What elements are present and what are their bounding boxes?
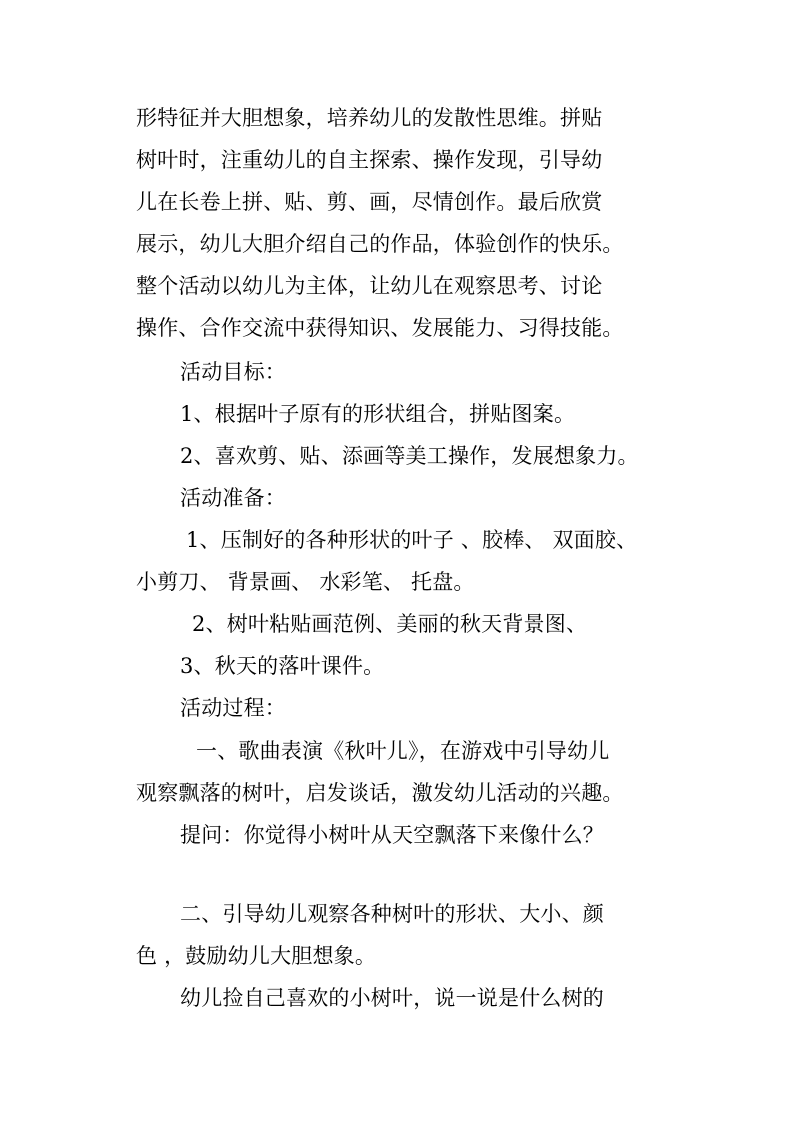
list-item: 1、根据叶子原有的形状组合，拼贴图案。 <box>180 402 576 426</box>
paragraph-line: 操作、合作交流中获得知识、发展能力、习得技能。 <box>136 316 624 340</box>
process-step: 一、歌曲表演《秋叶儿》，在游戏中引导幼儿 <box>196 739 610 763</box>
list-item: 2、树叶粘贴画范例、美丽的秋天背景图、 <box>192 612 588 636</box>
list-item: 1、压制好的各种形状的叶子 、胶棒、 双面胶、 <box>186 528 638 552</box>
section-heading-objectives: 活动目标： <box>180 360 286 384</box>
question-text: 提问：你觉得小树叶从天空飘落下来像什么？ <box>180 823 604 847</box>
list-item: 3、秋天的落叶课件。 <box>180 654 385 678</box>
list-item-continuation: 小剪刀、 背景画、 水彩笔、 托盘。 <box>136 570 475 594</box>
paragraph-line: 展示，幼儿大胆介绍自己的作品，体验创作的快乐。 <box>136 232 624 256</box>
process-step: 二、引导幼儿观察各种树叶的形状、大小、颜 <box>180 902 604 926</box>
paragraph-line: 树叶时，注重幼儿的自主探索、操作发现，引导幼 <box>136 148 603 172</box>
paragraph-line: 幼儿捡自己喜欢的小树叶，说一说是什么树的 <box>180 986 604 1010</box>
paragraph-line: 整个活动以幼儿为主体，让幼儿在观察思考、讨论 <box>136 274 603 298</box>
process-step-continuation: 观察飘落的树叶，启发谈话，激发幼儿活动的兴趣。 <box>136 781 624 805</box>
process-step-continuation: 色 ，鼓励幼儿大胆想象。 <box>136 944 377 968</box>
list-item: 2、喜欢剪、贴、添画等美工操作，发展想象力。 <box>180 444 639 468</box>
paragraph-line: 形特征并大胆想象，培养幼儿的发散性思维。拼贴 <box>136 106 603 130</box>
paragraph-line: 儿在长卷上拼、贴、剪、画，尽情创作。最后欣赏 <box>136 190 603 214</box>
section-heading-process: 活动过程： <box>180 696 286 720</box>
section-heading-preparation: 活动准备： <box>180 486 286 510</box>
